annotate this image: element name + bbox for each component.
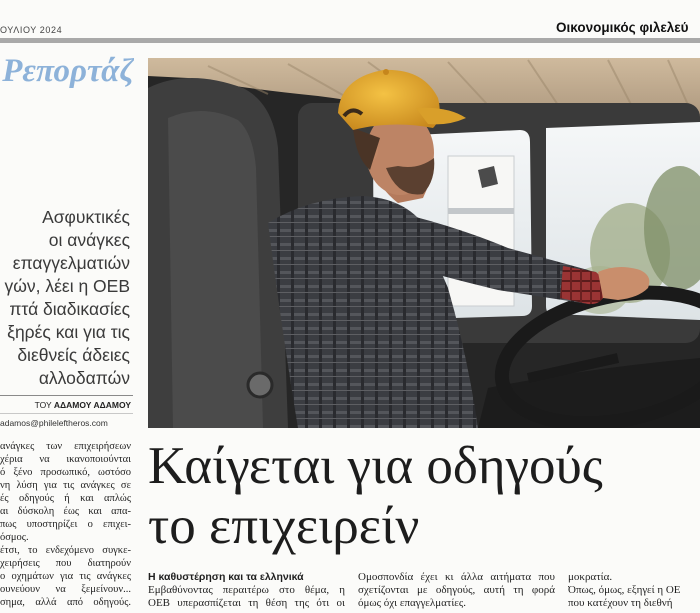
body-line: ουνεύουν να ξεμείνουν...	[0, 584, 131, 595]
section-label: Ρεπορτάζ	[2, 53, 134, 89]
subheadline	[0, 206, 130, 390]
subheadline-line: γών, λέει η ΟΕΒ	[4, 276, 130, 296]
author-email[interactable]: adamos@phileleftheros.com	[0, 418, 108, 428]
body-line: έτσι, το ενδεχόμενο συγκε-	[0, 545, 131, 556]
body-column-2	[358, 571, 555, 610]
byline-rule	[0, 395, 133, 396]
subheadline-line: ξηρές και για τις	[7, 322, 130, 342]
headline-line: Καίγεται για οδηγούς	[148, 437, 603, 495]
body-line: νη λύση για τις ανάγκες σε	[0, 480, 131, 491]
seatbelt-bolt	[248, 373, 272, 397]
byline-prefix: ΤΟΥ	[34, 400, 52, 410]
headline	[148, 436, 700, 556]
column-line: σχετίζονται με οδηγούς, αυτή τη φορά	[358, 584, 555, 596]
subheadline-line: επαγγελματιών	[12, 253, 130, 273]
column-line: που κατέχουν τη διεθνή	[568, 597, 673, 609]
subheadline-line: Ασφυκτικές	[42, 207, 130, 227]
body-line: σημα, αλλά από οδηγούς.	[0, 597, 131, 608]
headline-line: το επιχειρείν	[148, 497, 420, 555]
article-photo	[148, 58, 700, 428]
body-column-3	[568, 571, 700, 610]
byline-author: ΑΔΑΜΟΥ ΑΔΑΜΟΥ	[53, 400, 131, 410]
body-line: αι δύσκολη έως και απα-	[0, 506, 131, 517]
body-line: ανάγκες των επιχειρήσεων	[0, 441, 131, 452]
masthead: Οικονομικός φιλελεύ	[556, 20, 689, 35]
cap-button	[383, 69, 389, 75]
body-line: όσμος.	[0, 532, 29, 543]
body-column-1	[148, 571, 345, 610]
left-body-text	[0, 440, 131, 609]
body-line: χειρήσεις που διατηρούν	[0, 558, 131, 569]
body-line: ό ξένο προσωπικό, ωστόσο	[0, 467, 131, 478]
column-line: μοκρατία.	[568, 571, 613, 583]
body-line: ές οδηγούς ή και απλώς	[0, 493, 131, 504]
subheadline-line: διεθνείς άδειες	[17, 345, 130, 365]
issue-date: ΟΥΛΙΟΥ 2024	[0, 25, 63, 35]
body-line: πως υποστηρίζει ο επιχει-	[0, 519, 131, 530]
header-rule	[0, 38, 700, 43]
column-subhead: Η καθυστέρηση και τα ελληνικά	[148, 571, 304, 583]
photo-illustration	[148, 58, 700, 428]
subheadline-line: οι ανάγκες	[48, 230, 130, 250]
body-line: χέρια να ικανοποιούνται	[0, 454, 131, 465]
byline	[0, 399, 131, 411]
column-line: όμως όχι επαγγελματίες.	[358, 597, 467, 609]
column-line: Εμβαθύνοντας περαιτέρω στο θέμα, η	[148, 584, 345, 596]
column-line: ΟΕΒ υπερασπίζεται τη θέση της ότι οι	[148, 597, 345, 609]
body-line: ο οχημάτων για τις ανάγκες	[0, 571, 131, 582]
subheadline-line: πτά διαδικασίες	[9, 299, 130, 319]
column-line: Ομοσπονδία έχει κι άλλα αιτήματα που	[358, 571, 555, 583]
trailer-stripe	[448, 208, 514, 214]
column-line: Όπως, όμως, εξηγεί η ΟΕ	[568, 584, 681, 596]
byline-rule	[0, 413, 133, 414]
subheadline-line: αλλοδαπών	[38, 368, 130, 388]
